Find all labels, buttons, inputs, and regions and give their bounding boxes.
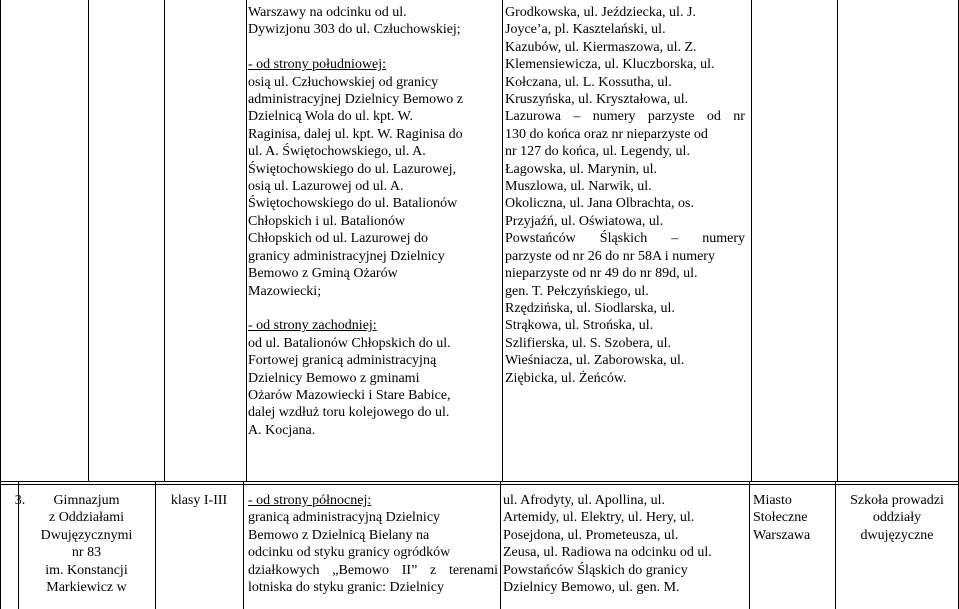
school-name-line: im. Konstancji <box>45 562 128 578</box>
street-text-line: Ziębicka, ul. Żeńców. <box>505 370 627 386</box>
column-divider-6 <box>837 0 838 482</box>
boundary-text-line: Chłopskich i ul. Batalionów <box>248 213 406 229</box>
boundary-text-line: Bemowo z Gminą Ożarów <box>248 266 398 282</box>
authority-text-line: Warszawa <box>753 527 811 543</box>
boundary-text-line: granicą administracyjną Dzielnicy <box>248 510 441 526</box>
school-type-line: oddziały <box>872 510 922 526</box>
street-text-line: Zeusa, ul. Radiowa na odcinku od ul. <box>503 545 712 561</box>
row-divider <box>0 484 959 485</box>
boundary-text-line: - od strony północnej: <box>248 493 372 508</box>
street-text-line: parzyste od nr 26 do nr 58A i numery <box>505 248 715 264</box>
street-text-line: Powstańców Śląskich do granicy <box>503 562 688 578</box>
boundary-text-line: - od strony zachodniej: <box>248 318 377 334</box>
row-divider <box>0 481 959 482</box>
boundary-text-line: dalej wzdłuż toru kolejowego do ul. <box>248 405 450 421</box>
school-name-line: nr 83 <box>71 545 102 561</box>
authority-text-line: Miasto <box>753 493 792 508</box>
street-text-line: Kazubów, ul. Kiermaszowa, ul. Z. <box>505 39 697 55</box>
street-text-line: nr 127 do końca, ul. Legendy, ul. <box>505 144 690 160</box>
school-name-line: z Oddziałami <box>48 510 125 526</box>
authority-text-line: Stołeczne <box>753 510 808 526</box>
column-divider-4 <box>500 482 501 609</box>
boundary-text-line: Bemowo z Dzielnicą Bielany na <box>248 527 430 543</box>
boundary-text-line: Chłopskich od ul. Lazurowej do <box>248 231 429 247</box>
boundary-text-line: osią ul. Lazurowej od ul. A. <box>248 179 404 195</box>
street-text-line: Strąkowa, ul. Strońska, ul. <box>505 318 654 334</box>
street-text-line: 130 do końca oraz nr nieparzyste od <box>505 126 708 142</box>
boundary-description-cell <box>248 4 463 439</box>
school-type-cell <box>836 492 958 544</box>
school-name-line: Dwujęzycznymi <box>40 527 133 543</box>
column-divider-5 <box>749 482 750 609</box>
boundary-text-line: Fortowej granicą administracyjną <box>248 353 437 369</box>
boundary-text-line: Ożarów Mazowiecki i Stare Babice, <box>248 387 451 403</box>
column-divider-2 <box>164 0 165 482</box>
street-text-line: Łagowska, ul. Marynin, ul. <box>505 161 658 177</box>
boundary-text-line: Warszawy na odcinku od ul. <box>248 5 407 20</box>
boundary-text-line: administracyjnej Dzielnicy Bemowo z <box>248 92 463 108</box>
boundary-text-line: Dzielnicą Wola do ul. kpt. W. <box>248 109 414 125</box>
street-text-line: Joyce’a, pl. Kasztelański, ul. <box>505 22 666 38</box>
boundary-text-line: od ul. Batalionów Chłopskich do ul. <box>248 335 451 351</box>
boundary-text-line <box>248 300 463 317</box>
street-text-line: Kołczana, ul. L. Kossutha, ul. <box>505 74 672 90</box>
boundary-description-cell <box>248 492 498 596</box>
school-type-line: Szkoła prowadzi <box>850 493 944 508</box>
boundary-text-line: Dywizjonu 303 do ul. Człuchowskiej; <box>248 22 461 38</box>
governing-authority-cell <box>753 492 810 544</box>
street-text-line: Dzielnicy Bemowo, ul. gen. M. <box>503 580 680 596</box>
street-list-cell <box>503 492 712 596</box>
street-text-line: Szlifierska, ul. S. Szobera, ul. <box>505 335 672 351</box>
boundary-text-line: Świętochowskiego do ul. Batalionów <box>248 196 458 212</box>
row-number: 3. <box>14 493 26 508</box>
school-name-line: Markiewicz w <box>46 580 127 596</box>
table-border-left <box>0 482 1 609</box>
column-divider-3 <box>243 482 244 609</box>
column-divider-4 <box>502 0 503 482</box>
boundary-text-line: działkowych „Bemowo II” z terenami <box>248 562 498 578</box>
street-text-line: ul. Afrodyty, ul. Apollina, ul. <box>503 493 666 508</box>
street-text-line: Kruszyńska, ul. Kryształowa, ul. <box>505 92 689 108</box>
street-text-line: Przyjaźń, ul. Oświatowa, ul. <box>505 213 664 229</box>
boundary-text-line <box>248 39 463 56</box>
street-text-line: Grodkowska, ul. Jeździecka, ul. J. <box>505 5 696 20</box>
street-text-line: Rzędzińska, ul. Siodlarska, ul. <box>505 300 675 316</box>
column-divider-5 <box>751 0 752 482</box>
boundary-text-line: granicy administracyjnej Dzielnicy <box>248 248 445 264</box>
school-type-line: dwujęzyczne <box>860 527 934 543</box>
street-text-line: Okoliczna, ul. Jana Olbrachta, os. <box>505 196 694 212</box>
boundary-text-line: lotniska do styku granic: Dzielnicy <box>248 580 444 596</box>
street-text-line: Klemensiewicza, ul. Kluczborska, ul. <box>505 57 715 73</box>
boundary-text-line: Dzielnicy Bemowo z gminami <box>248 370 420 386</box>
column-divider-3 <box>246 0 247 482</box>
boundary-text-line: Mazowiecki; <box>248 283 322 299</box>
boundary-text-line: osią ul. Człuchowskiej od granicy <box>248 74 439 90</box>
boundary-text-line: odcinku od styku granicy ogródków <box>248 545 451 561</box>
boundary-text-line: ul. A. Świętochowskiego, ul. A. <box>248 144 426 160</box>
boundary-text-line: - od strony południowej: <box>248 57 387 73</box>
column-divider-1 <box>88 0 89 482</box>
street-text-line: Posejdona, ul. Prometeusza, ul. <box>503 527 679 543</box>
table-border-left <box>0 0 1 482</box>
street-text-line: Powstańców Śląskich – numery <box>505 231 745 247</box>
street-text-line: gen. T. Pełczyńskiego, ul. <box>505 283 649 299</box>
street-text-line: Wieśniacza, ul. Zaborowska, ul. <box>505 353 685 369</box>
boundary-text-line: Raginisa, dalej ul. kpt. W. Raginisa do <box>248 126 463 142</box>
street-text-line: Lazurowa – numery parzyste od nr <box>505 109 745 125</box>
street-text-line: Muszlowa, ul. Narwik, ul. <box>505 179 652 195</box>
boundary-text-line: A. Kocjana. <box>248 422 316 438</box>
street-list-cell <box>505 4 745 387</box>
school-name-line: Gimnazjum <box>53 493 120 508</box>
boundary-text-line: Świętochowskiego do ul. Lazurowej, <box>248 161 457 177</box>
classes-cell: klasy I-III <box>170 493 228 508</box>
street-text-line: nieparzyste od nr 49 do nr 89d, ul. <box>505 266 698 282</box>
school-name-cell <box>18 492 155 596</box>
street-text-line: Artemidy, ul. Elektry, ul. Hery, ul. <box>503 510 695 526</box>
